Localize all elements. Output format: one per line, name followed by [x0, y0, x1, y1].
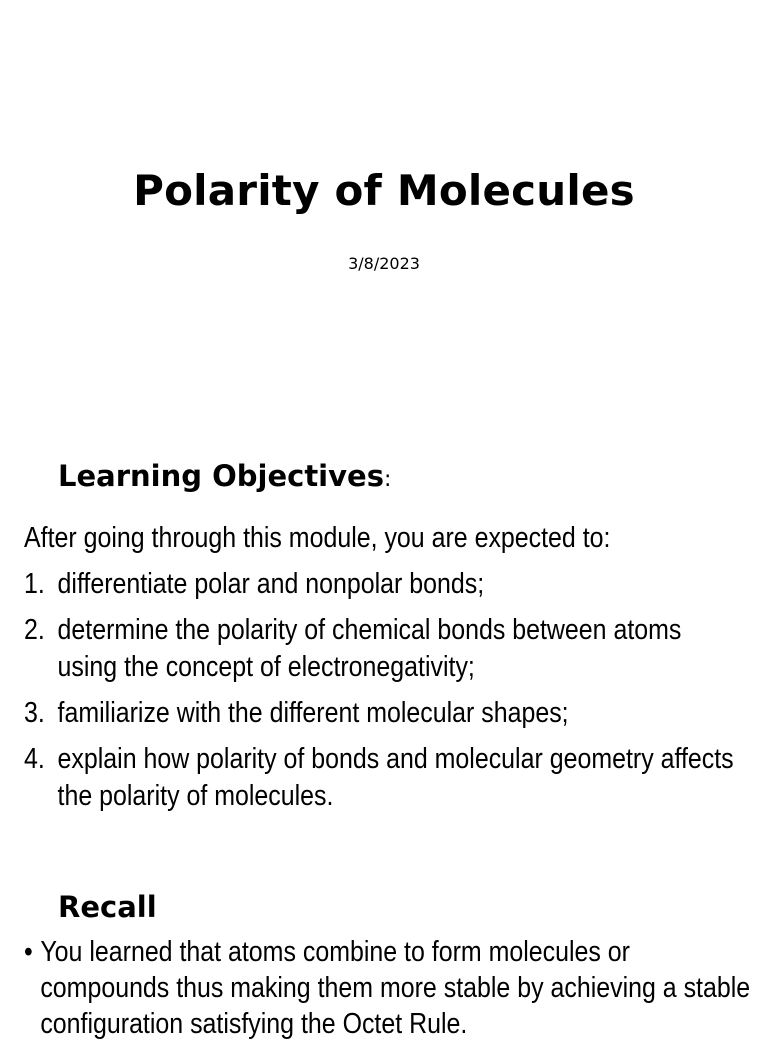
recall-heading: Recall — [58, 890, 157, 924]
objective-item — [24, 695, 746, 732]
objective-number: 2. — [24, 614, 45, 646]
objective-text: differentiate polar and nonpolar bonds; — [57, 568, 485, 600]
learning-objectives-colon: : — [383, 467, 392, 492]
objectives-intro: After going through this module, you are expected to: — [24, 522, 611, 554]
objectives-slide — [0, 420, 768, 1040]
slide-date: 3/8/2023 — [348, 254, 420, 273]
objective-number: 4. — [24, 743, 45, 775]
objective-text: familiarize with the different molecular shapes; — [57, 697, 569, 729]
title-slide — [0, 0, 768, 420]
slide-title: Polarity of Molecules — [133, 166, 635, 215]
learning-objectives-heading-text: Learning Objectives — [58, 459, 384, 493]
objective-item — [24, 566, 746, 603]
objective-number: 1. — [24, 568, 45, 600]
learning-objectives-heading — [58, 459, 391, 493]
objective-item — [24, 612, 746, 686]
objectives-list — [24, 566, 746, 824]
objective-item — [24, 741, 746, 815]
objective-number: 3. — [24, 697, 45, 729]
recall-text: You learned that atoms combine to form molecules or compounds thus making them more stable by achieving a stable configuration satisfying the Octet Rule. — [40, 936, 751, 1040]
recall-bullet-item — [24, 934, 755, 1042]
objective-text: determine the polarity of chemical bonds between atoms using the concept of electronegativity; — [57, 614, 682, 683]
bullet-icon: • — [24, 936, 33, 968]
objective-text: explain how polarity of bonds and molecular geometry affects the polarity of molecules. — [57, 743, 734, 812]
